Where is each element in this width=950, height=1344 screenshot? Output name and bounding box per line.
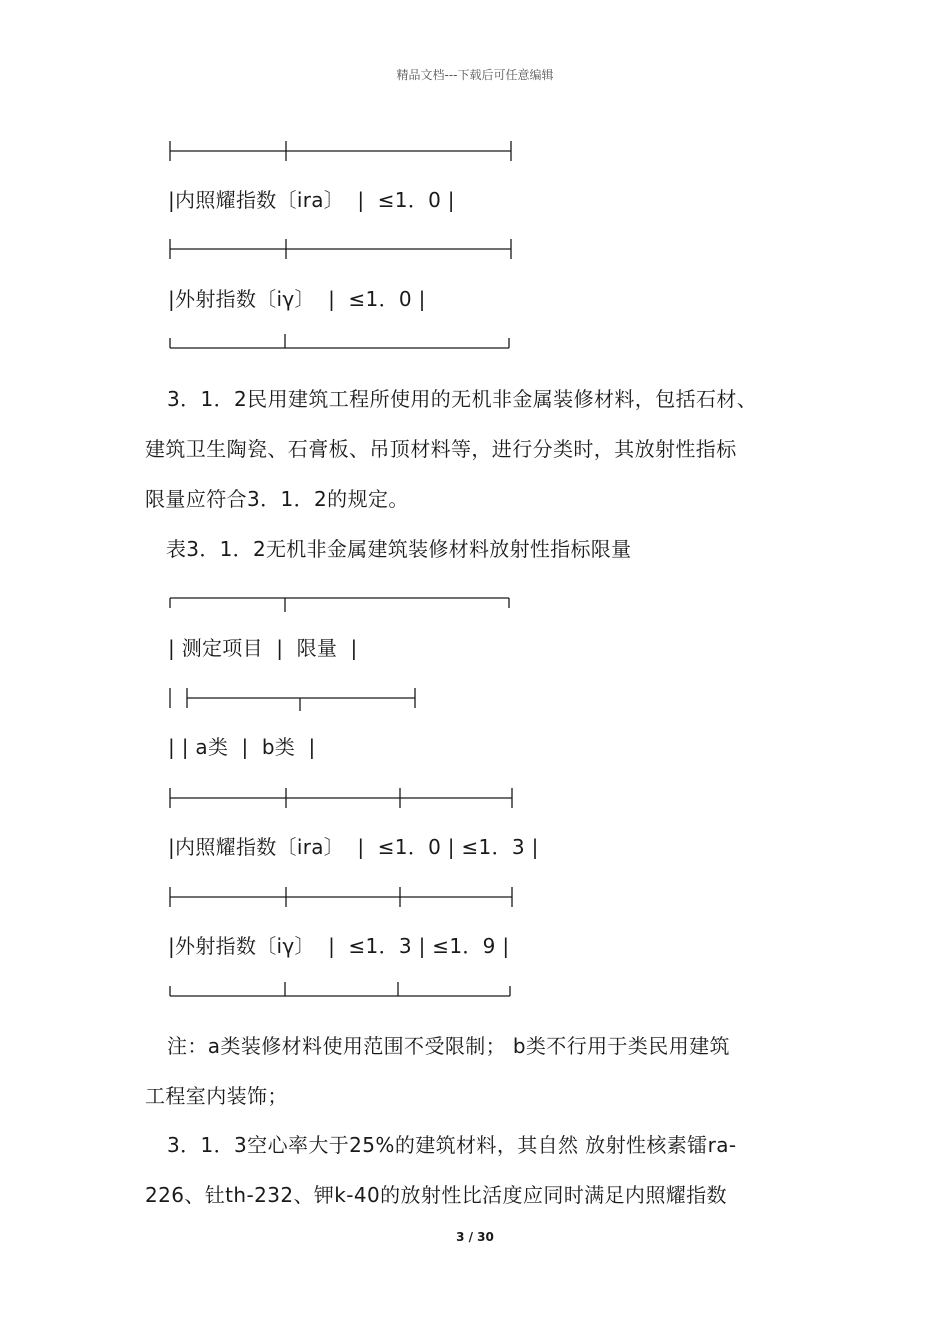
paragraph-line: 226、钍th-232、钾k-40的放射性比活度应同时满足内照耀指数 — [145, 1183, 727, 1207]
table2-bottom — [170, 982, 510, 996]
note-line: 注：a类装修材料使用范围不受限制； b类不行用于类民用建筑 — [167, 1034, 730, 1058]
table2-row-iy: |外射指数〔iγ〕 | ≤1．3 | ≤1．9 | — [168, 934, 510, 958]
table2-top — [170, 598, 509, 612]
table1-divider-top — [170, 141, 511, 161]
paragraph-line: 3．1．2民用建筑工程所使用的无机非金属装修材料，包括石材、 — [167, 387, 758, 411]
paragraph-line: 建筑卫生陶瓷、石膏板、吊顶材料等，进行分类时，其放射性指标 — [145, 437, 737, 461]
table2-divider-1 — [170, 788, 512, 808]
paragraph-3-1-2 — [145, 374, 810, 524]
paragraph-line: 限量应符合3．1．2的规定。 — [145, 487, 409, 511]
table2-note — [145, 1021, 810, 1121]
table2-row-sub: | | a类 | b类 | — [168, 735, 316, 759]
table2-caption: 表3．1．2无机非金属建筑装修材料放射性指标限量 — [166, 537, 632, 561]
table1-divider-mid — [170, 239, 511, 259]
table1-row-iy: |外射指数〔iγ〕 | ≤1．0 | — [168, 287, 426, 311]
table2-divider-2 — [170, 887, 512, 907]
note-line: 工程室内装饰； — [145, 1084, 288, 1108]
table1-bottom — [170, 334, 509, 348]
table2-row-head: | 测定项目 | 限量 | — [168, 636, 358, 660]
page-header: 精品文档---下载后可任意编辑 — [396, 68, 554, 82]
paragraph-3-1-3 — [145, 1120, 810, 1220]
table2-row-ira: |内照耀指数〔ira〕 | ≤1．0 | ≤1．3 | — [168, 835, 539, 859]
page-number: 3 / 30 — [456, 1230, 494, 1244]
paragraph-line: 3．1．3空心率大于25%的建筑材料，其自然 放射性核素镭ra- — [167, 1133, 737, 1157]
table2-sub-divider — [170, 688, 415, 711]
table1-row-ira: |内照耀指数〔ira〕 | ≤1．0 | — [168, 188, 455, 212]
